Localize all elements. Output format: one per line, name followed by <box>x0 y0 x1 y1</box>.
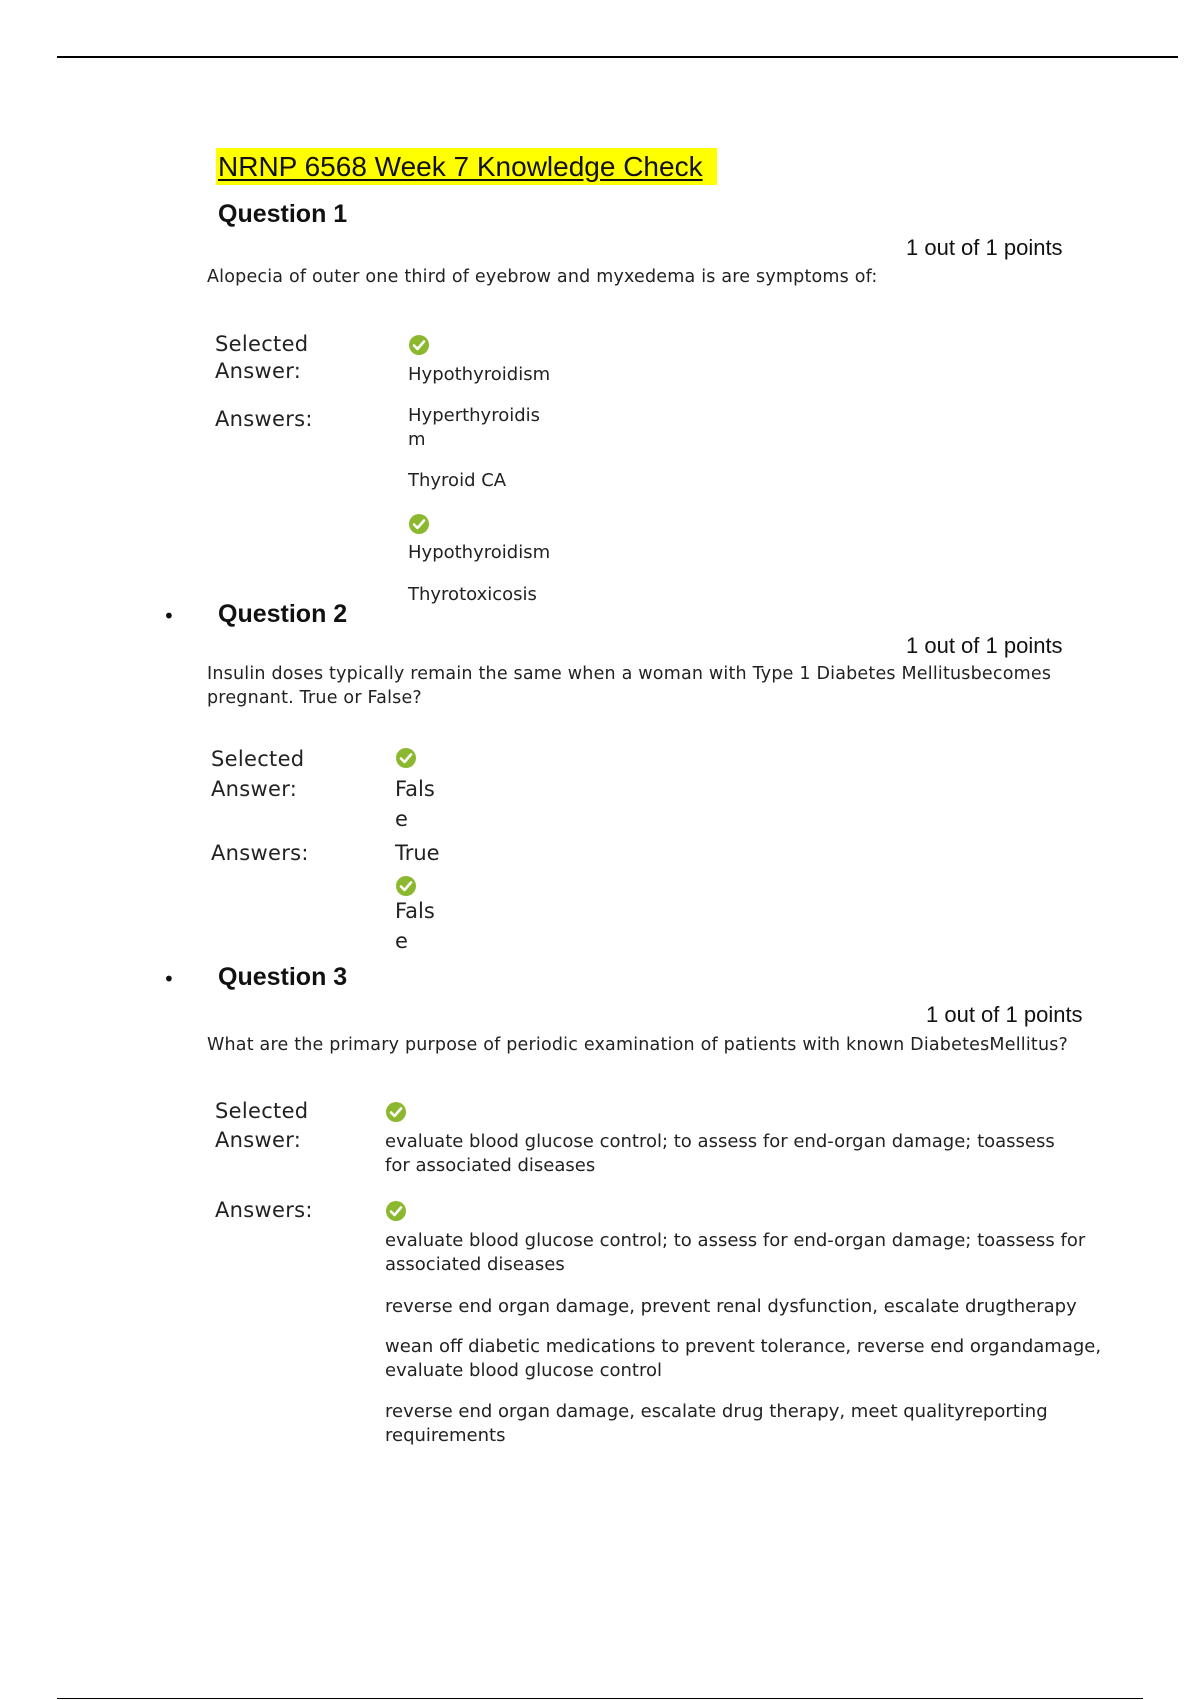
question-2-answer-2-line1: Fals <box>395 899 435 923</box>
question-2-selected-answer-line1: Fals <box>395 777 435 801</box>
correct-check-icon <box>396 748 416 768</box>
question-1-answer-3: Hypothyroidism <box>408 542 551 563</box>
question-2-heading: Question 2 <box>218 600 348 628</box>
question-3-heading: Question 3 <box>218 963 348 991</box>
page-title: NRNP 6568 Week 7 Knowledge Check <box>216 148 717 185</box>
correct-check-icon <box>409 514 429 534</box>
question-1-answers-label: Answers: <box>215 407 313 431</box>
question-1-selected-answer: Hypothyroidism <box>408 364 551 385</box>
correct-check-icon <box>386 1201 406 1221</box>
question-2-answer-2-line2: e <box>395 929 408 953</box>
question-1-answer-4: Thyrotoxicosis <box>408 584 537 605</box>
question-1-points: 1 out of 1 points <box>906 235 1063 260</box>
question-3-answer-1: evaluate blood glucose control; to assess for end-organ damage; toassess for associated diseases <box>385 1230 1086 1275</box>
question-3-answer-2: reverse end organ damage, prevent renal dysfunction, escalate drugtherapy <box>385 1296 1077 1317</box>
bullet: • <box>163 604 175 628</box>
question-2-answers-label: Answers: <box>211 841 309 865</box>
question-1-selected-label-line1: Selected <box>215 332 309 356</box>
question-2-points: 1 out of 1 points <box>906 633 1063 658</box>
question-3-answer-3: wean off diabetic medications to prevent tolerance, reverse end organdamage, evaluate blood glucose control <box>385 1336 1102 1381</box>
bottom-rule <box>57 1698 1143 1699</box>
question-3-selected-answer: evaluate blood glucose control; to assess for end-organ damage; toassess for associated diseases <box>385 1131 1055 1176</box>
question-3-answer-4: reverse end organ damage, escalate drug therapy, meet qualityreporting requirements <box>385 1401 1048 1446</box>
correct-check-icon <box>396 876 416 896</box>
question-2-selected-label-line2: Answer: <box>211 777 298 801</box>
question-3-text: What are the primary purpose of periodic examination of patients with known DiabetesMellitus? <box>207 1035 1069 1055</box>
question-3-selected-label-line2: Answer: <box>215 1128 302 1152</box>
question-1-answer-1-line2: m <box>408 429 426 450</box>
question-1-answer-2: Thyroid CA <box>408 470 507 491</box>
correct-check-icon <box>409 335 429 355</box>
question-2-answer-1: True <box>395 841 440 865</box>
top-rule <box>57 56 1178 58</box>
question-3-answers-label: Answers: <box>215 1198 313 1222</box>
question-1-selected-label-line2: Answer: <box>215 359 302 383</box>
question-2-selected-label-line1: Selected <box>211 747 305 771</box>
question-3-selected-label-line1: Selected <box>215 1099 309 1123</box>
question-1-answer-1-line1: Hyperthyroidis <box>408 405 541 426</box>
question-1-heading: Question 1 <box>218 200 348 228</box>
correct-check-icon <box>386 1102 406 1122</box>
bullet: • <box>163 967 175 991</box>
question-1-text: Alopecia of outer one third of eyebrow and myxedema is are symptoms of: <box>207 267 878 287</box>
question-2-text: Insulin doses typically remain the same when a woman with Type 1 Diabetes Mellitusbecomes pregnant. True or False? <box>207 664 1052 708</box>
question-2-selected-answer-line2: e <box>395 807 408 831</box>
question-3-points: 1 out of 1 points <box>926 1002 1083 1027</box>
